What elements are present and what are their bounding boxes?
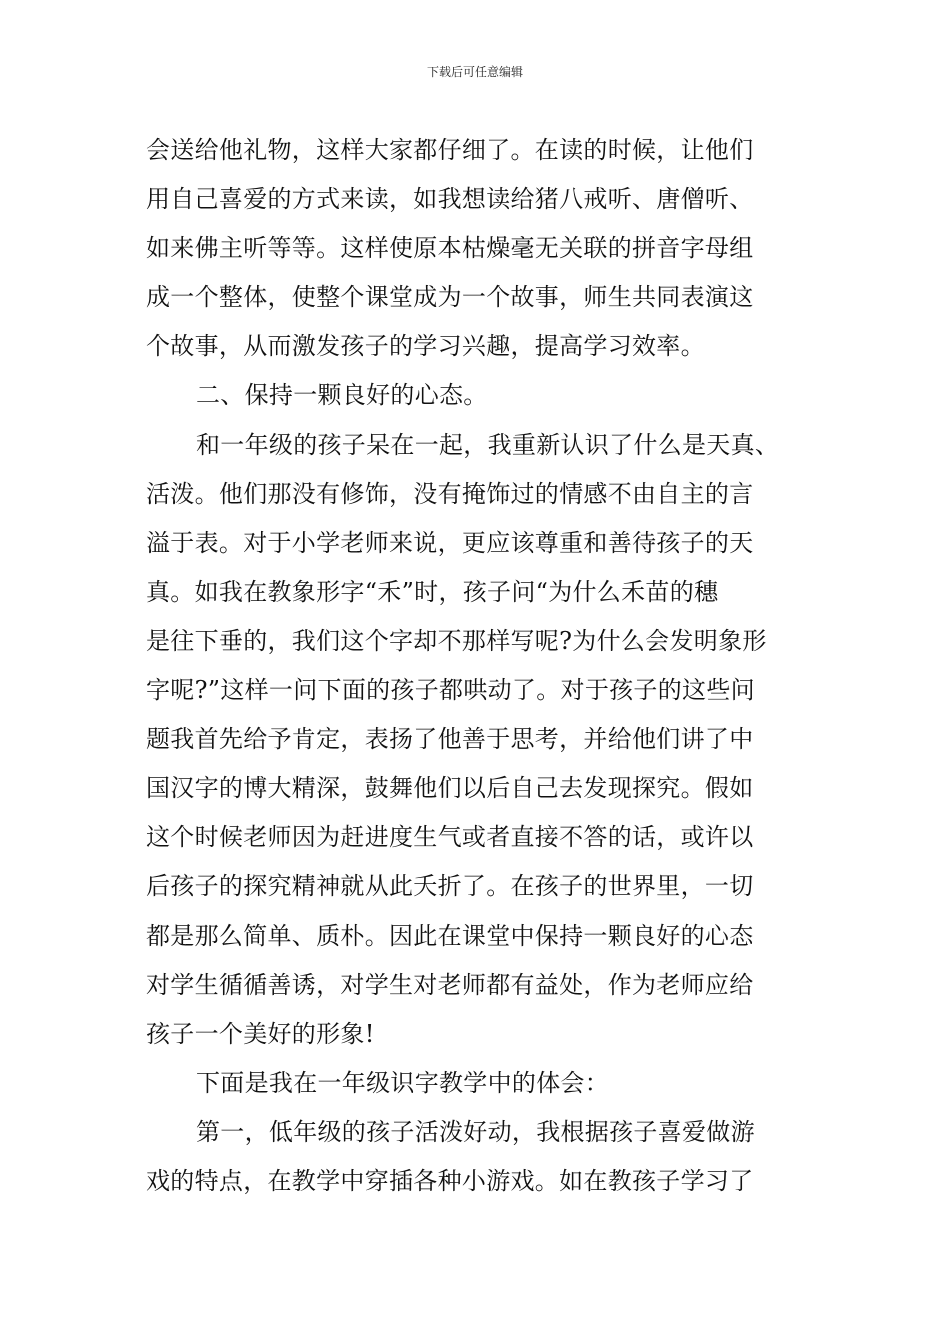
text-line: 活泼。他们那没有修饰，没有掩饰过的情感不由自主的言	[146, 479, 754, 508]
text-line: 戏的特点，在教学中穿插各种小游戏。如在教孩子学习了	[146, 1166, 754, 1195]
text-line: 国汉字的博大精深，鼓舞他们以后自己去发现探究。假如	[146, 774, 754, 803]
text-line: 后孩子的探究精神就从此夭折了。在孩子的世界里，一切	[146, 872, 754, 901]
text-line: 第一，低年级的孩子活泼好动，我根据孩子喜爱做游	[196, 1117, 755, 1146]
text-line: 用自己喜爱的方式来读，如我想读给猪八戒听、唐僧听、	[146, 185, 754, 214]
text-line: 都是那么简单、质朴。因此在课堂中保持一颗良好的心态	[146, 921, 754, 950]
text-line: 字呢?”这样一问下面的孩子都哄动了。对于孩子的这些问	[146, 676, 755, 705]
text-line: 和一年级的孩子呆在一起，我重新认识了什么是天真、	[196, 430, 780, 459]
text-line: 成一个整体，使整个课堂成为一个故事，师生共同表演这	[146, 283, 754, 312]
section-heading: 二、保持一颗良好的心态。	[196, 381, 488, 410]
page-header: 下载后可任意编辑	[426, 65, 523, 79]
text-line: 孩子一个美好的形象!	[146, 1019, 375, 1048]
text-line: 是往下垂的，我们这个字却不那样写呢?为什么会发明象形	[146, 626, 767, 655]
text-line: 这个时候老师因为赶进度生气或者直接不答的话，或许以	[146, 823, 754, 852]
text-line: 下面是我在一年级识字教学中的体会：	[196, 1068, 610, 1097]
document-body	[146, 126, 836, 1206]
text-line: 真。如我在教象形字“禾”时，孩子问“为什么禾苗的穗	[146, 577, 719, 606]
text-line: 如来佛主听等等。这样使原本枯燥毫无关联的拼音字母组	[146, 234, 754, 263]
text-line: 溢于表。对于小学老师来说，更应该尊重和善待孩子的天	[146, 528, 754, 557]
text-line: 个故事，从而激发孩子的学习兴趣，提高学习效率。	[146, 332, 705, 361]
text-line: 会送给他礼物，这样大家都仔细了。在读的时候，让他们	[146, 136, 754, 164]
text-line: 对学生循循善诱，对学生对老师都有益处，作为老师应给	[146, 970, 754, 999]
text-line: 题我首先给予肯定，表扬了他善于思考，并给他们讲了中	[146, 725, 754, 754]
